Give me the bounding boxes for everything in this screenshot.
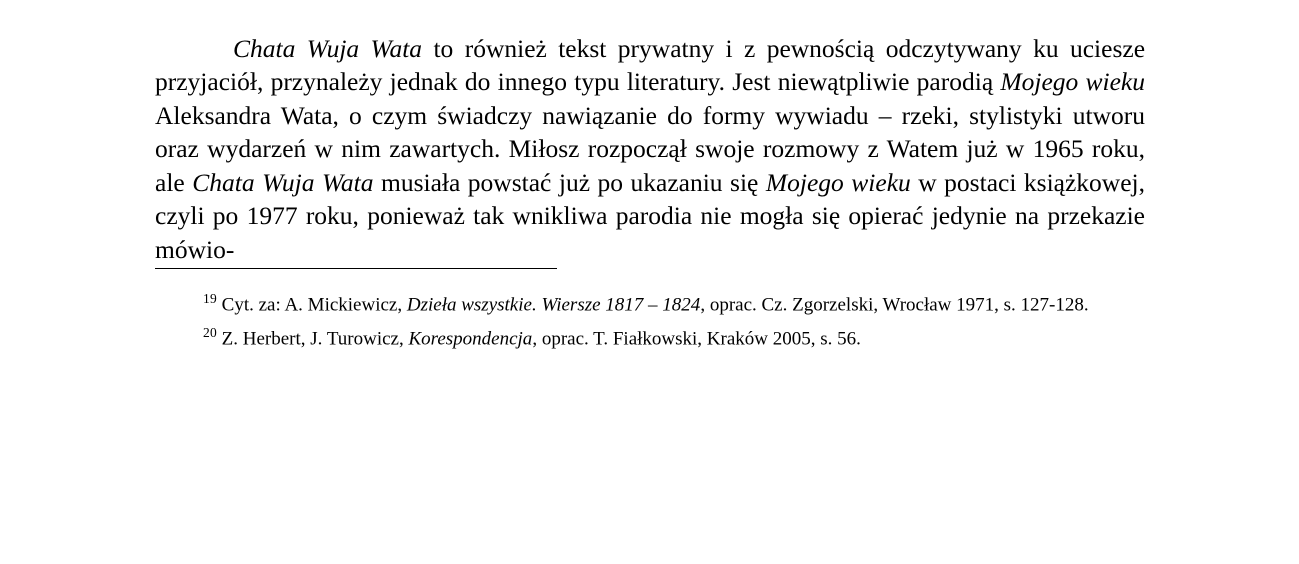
italic-title-run: Korespondencja xyxy=(408,328,533,350)
text-run: , oprac. T. Fiałkowski, Kraków 2005, s. 56. xyxy=(532,328,861,350)
text-run: musiała powstać już po ukazaniu się xyxy=(373,167,766,197)
italic-title-run: Dzieła wszystkie. Wiersze 1817 – 1824 xyxy=(406,294,701,316)
footnote-item xyxy=(155,320,1145,352)
text-run: to również tekst prywatny i z pewnością odczytywany ku uciesze przyjaciół, przynależy jednak do innego typu literatury. Jest niewątpliwie parodią xyxy=(155,33,1146,96)
italic-title-run: Mojego wieku xyxy=(1000,67,1146,96)
text-run: Cyt. za: A. Mickiewicz, xyxy=(216,294,407,316)
footnote-number: 20 xyxy=(203,325,217,341)
footnote-item xyxy=(155,286,1145,318)
text-run: , oprac. Cz. Zgorzelski, Wrocław 1971, s. 127-128. xyxy=(700,294,1089,316)
text-run: Z. Herbert, J. Turowicz, xyxy=(216,328,409,350)
italic-title-run: Chata Wuja Wata xyxy=(233,33,423,63)
footnote-number: 19 xyxy=(203,291,217,306)
footnote-block xyxy=(155,286,1145,355)
body-paragraph xyxy=(155,32,1145,267)
text-run: Aleksandra Wata, o czym świadczy nawiązanie do formy wywiadu – rzeki, stylistyki utworu oraz wydarzeń w nim zawartych. Miłosz rozpoczął swoje rozmowy z Watem już w 1965 roku, ale xyxy=(155,100,1145,197)
text-run: w postaci książkowej, czyli po 1977 roku, ponieważ tak wnikliwa parodia nie mogła się opierać jedynie na przekazie mówio- xyxy=(155,167,1145,264)
italic-title-run: Mojego wieku xyxy=(765,167,911,197)
italic-title-run: Chata Wuja Wata xyxy=(192,167,374,197)
footnote-separator-rule xyxy=(155,268,557,269)
body-paragraph-content xyxy=(155,34,1145,264)
